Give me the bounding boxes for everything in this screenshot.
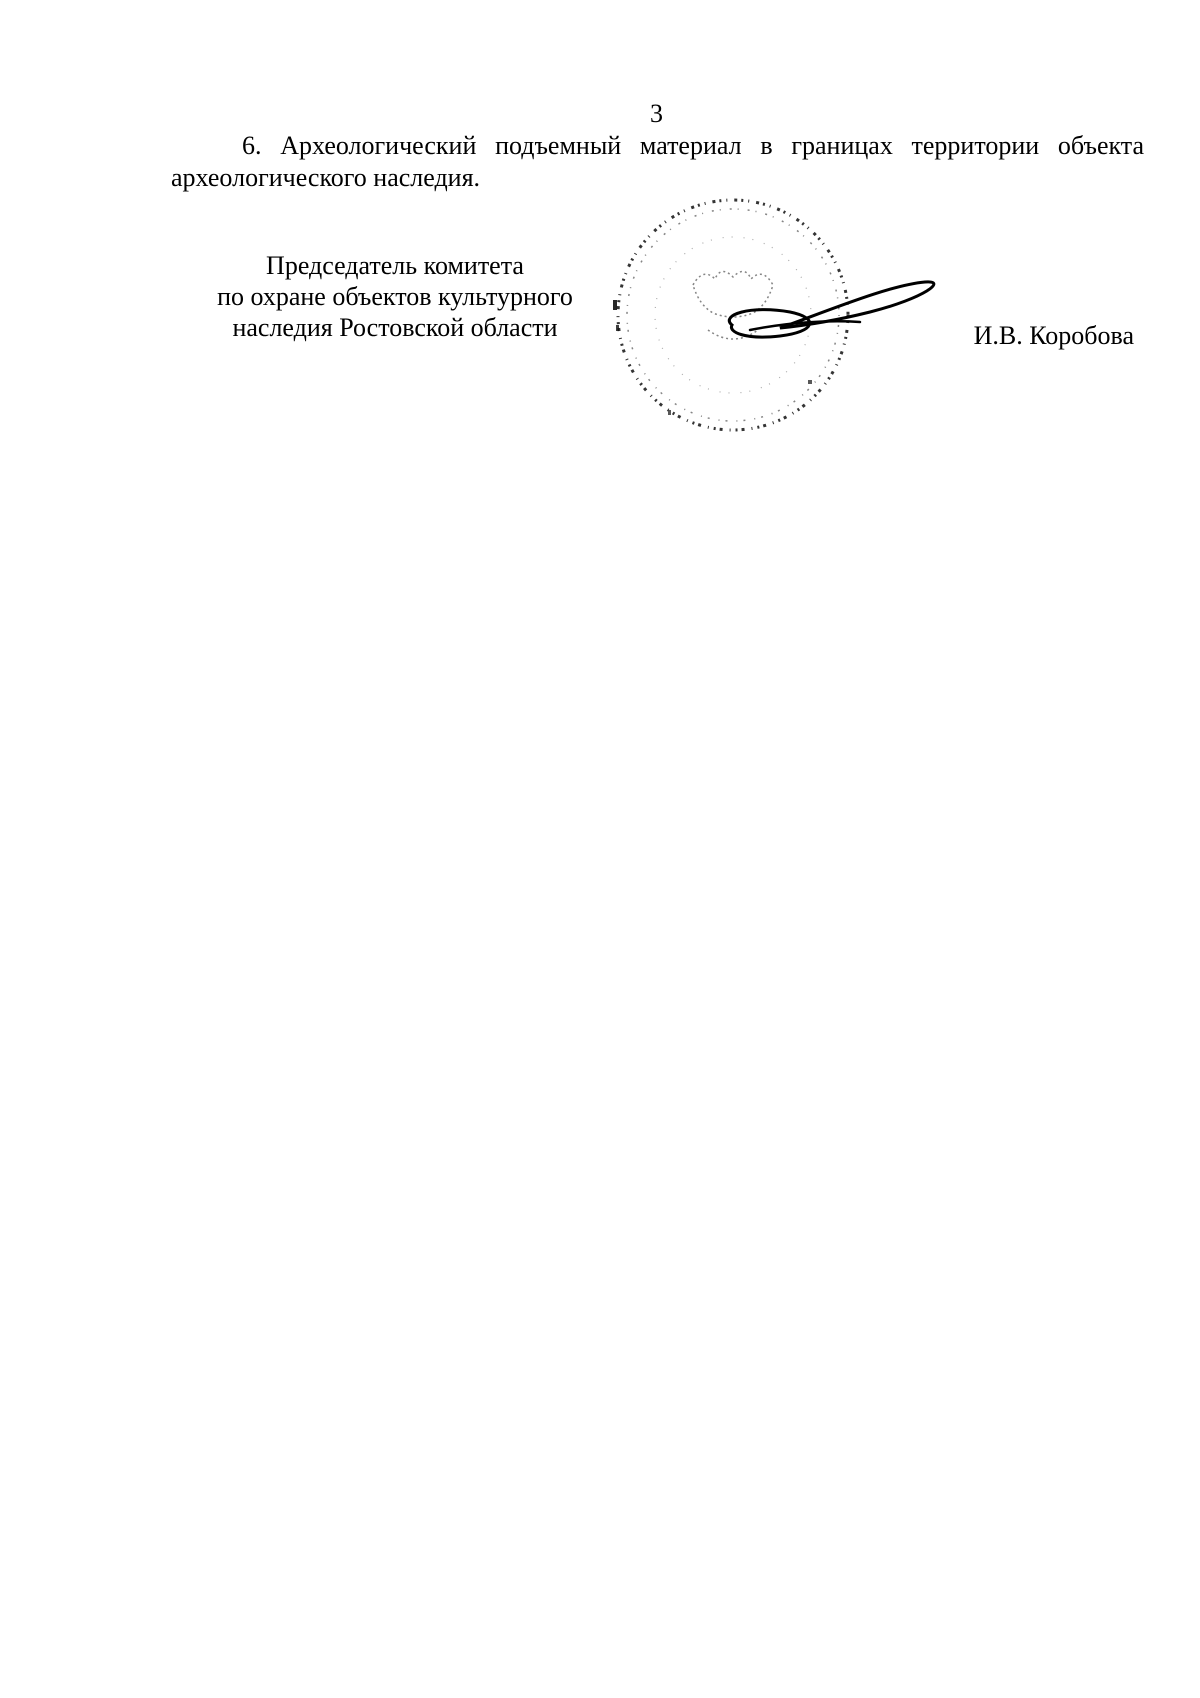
- signatory-position: [180, 250, 610, 343]
- position-line: Председатель комитета: [266, 251, 524, 280]
- position-line: наследия Ростовской области: [232, 313, 558, 342]
- position-line: по охране объектов культурного: [217, 282, 573, 311]
- page-number: 3: [650, 99, 663, 128]
- handwritten-signature-icon: [720, 270, 940, 350]
- signer-name: И.В. Коробова: [973, 321, 1134, 350]
- body-paragraph: 6. Археологический подъемный материал в границах территории объекта археологического наследия.: [171, 131, 1144, 192]
